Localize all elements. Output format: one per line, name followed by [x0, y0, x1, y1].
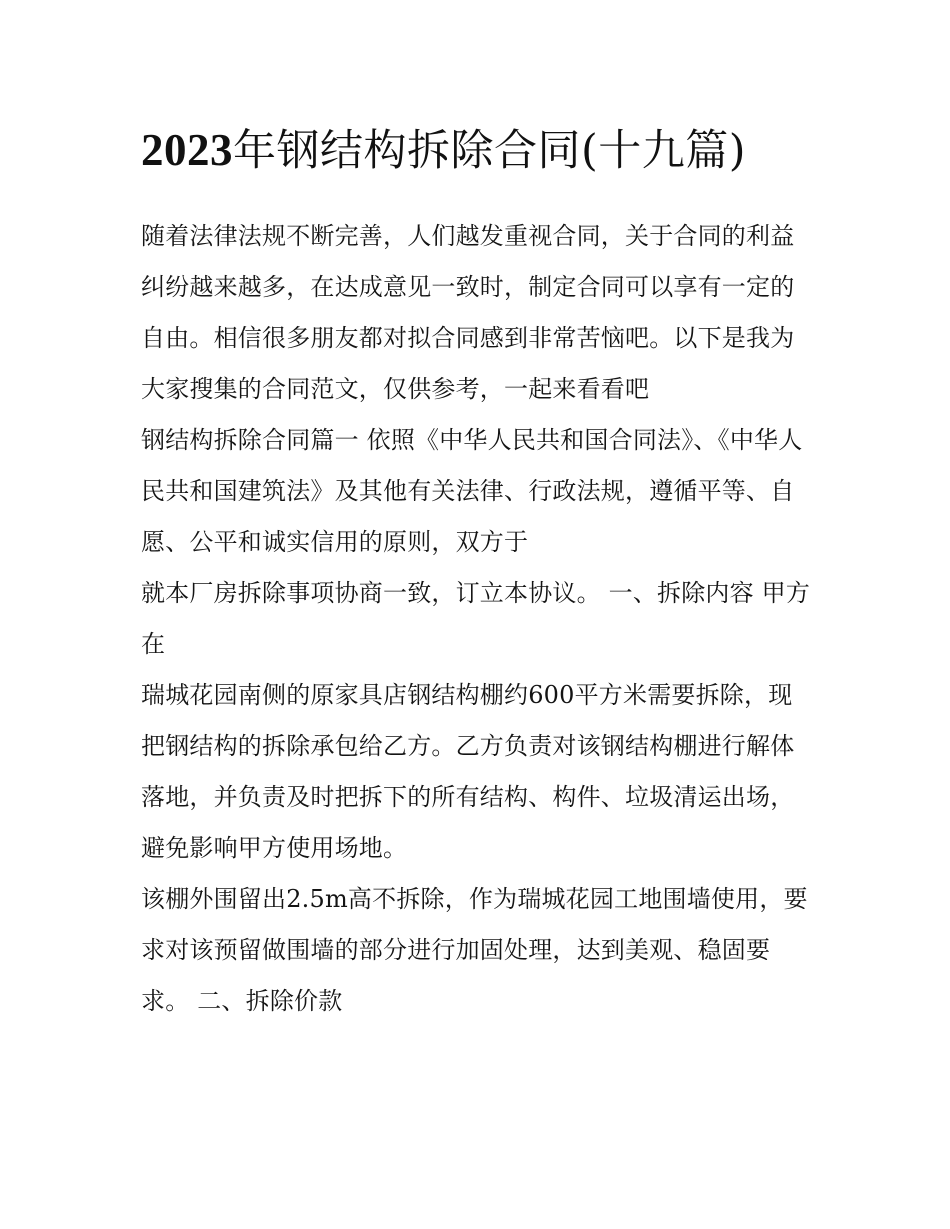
agreement-paragraph: 就本厂房拆除事项协商一致，订立本协议。 一、拆除内容 甲方在 — [141, 579, 811, 658]
title-text: 年钢结构拆除合同(十九篇) — [233, 126, 747, 176]
document-body — [141, 112, 813, 1027]
document-title — [141, 112, 813, 189]
retained-wall-paragraph: 该棚外围留出2.5m高不拆除，作为瑞城花园工地围墙使用，要求对该预留做围墙的部分进行加固处理，达到美观、稳固要求。 二、拆除价款 — [141, 885, 808, 1015]
intro-paragraph: 随着法律法规不断完善，人们越发重视合同，关于合同的利益纠纷越来越多，在达成意见一致时，制定合同可以享有一定的自由。相信很多朋友都对拟合同感到非常苦恼吧。以下是我为大家搜集的合同范文，仅供参考，一起来看看吧 — [141, 222, 795, 403]
demolition-scope-paragraph: 瑞城花园南侧的原家具店钢结构棚约600平方米需要拆除，现把钢结构的拆除承包给乙方。乙方负责对该钢结构棚进行解体落地，并负责及时把拆下的所有结构、构件、垃圾清运出场，避免影响甲方使用场地。 — [141, 681, 795, 862]
contract-preamble-paragraph: 钢结构拆除合同篇一 依照《中华人民共和国合同法》、《中华人民共和国建筑法》及其他有关法律、行政法规，遵循平等、自愿、公平和诚实信用的原则，双方于 — [141, 426, 803, 556]
title-year: 2023 — [141, 125, 233, 175]
